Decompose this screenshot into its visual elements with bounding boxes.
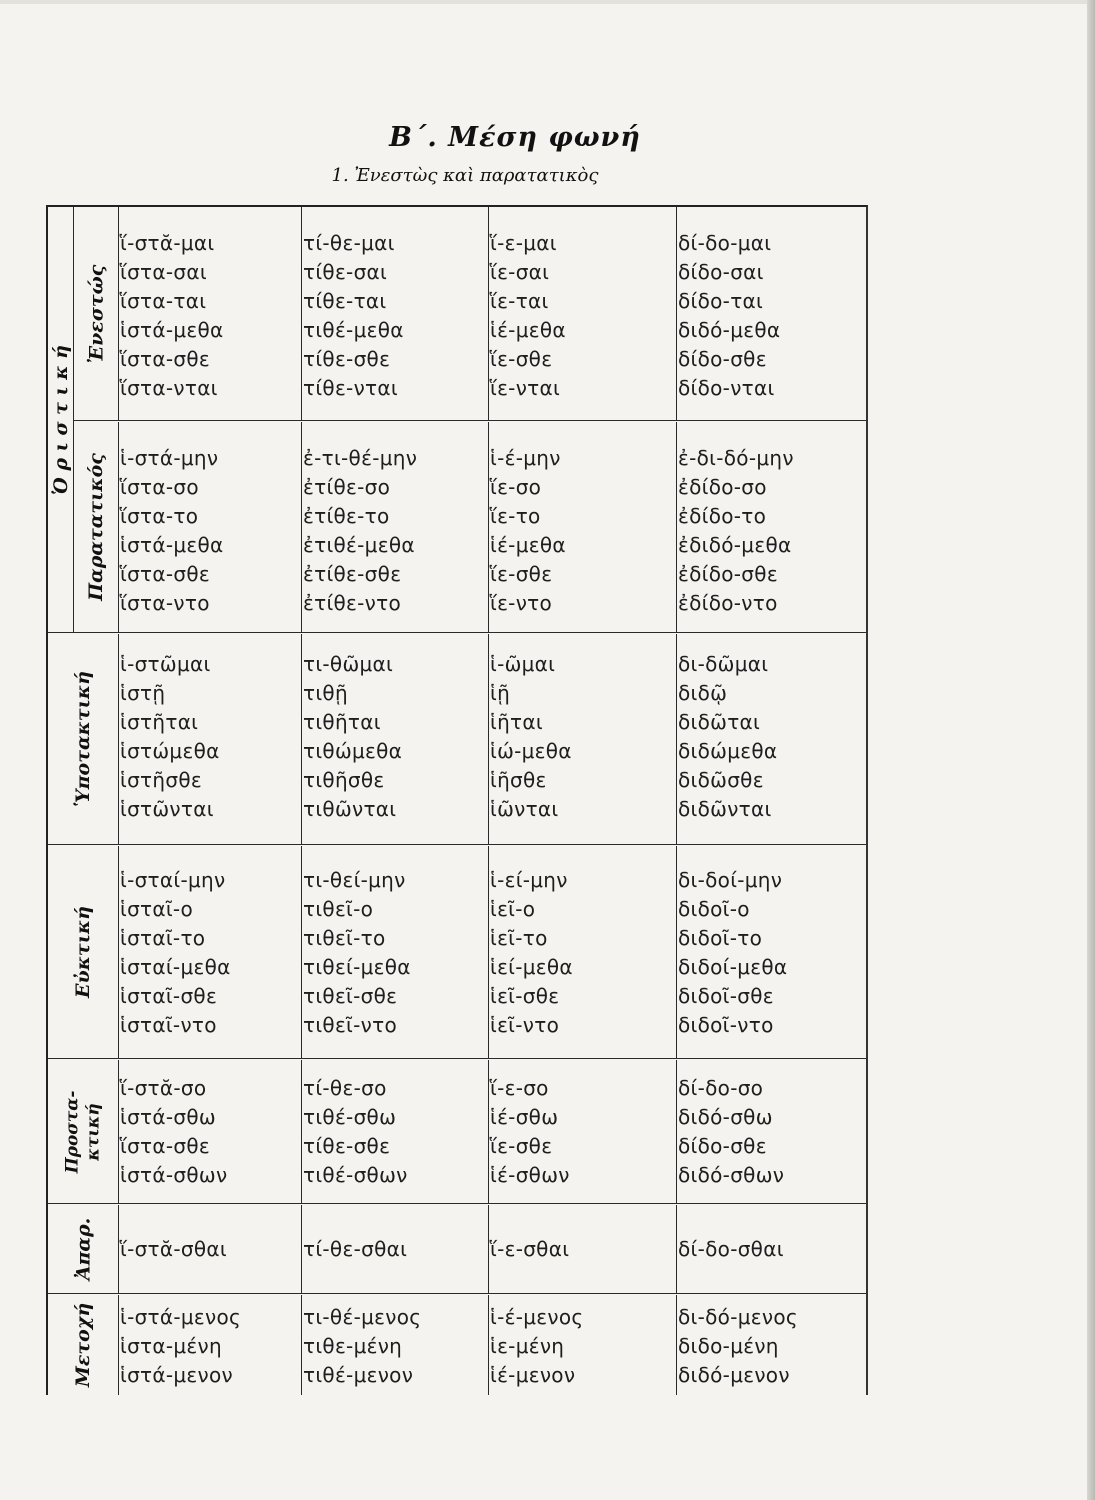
participle-col-histemi: ἱ-στά-μενος ἱστα-μένη ἱστά-μενον <box>120 1305 242 1387</box>
imperfect-col-histemi: ἱ-στά-μην ἵστα-σο ἵστα-το ἱστά-μεθα ἵστα-σθε ἵστα-ντο <box>120 446 224 615</box>
subjunctive-col-didomi: δι-δῶμαι διδῷ διδῶται διδώμεθα διδῶσθε διδῶνται <box>678 652 778 821</box>
subjunctive-col-hiemi: ἱ-ῶμαι ἱῇ ἱῆται ἱώ-μεθα ἱῆσθε ἱῶνται <box>490 652 572 821</box>
page-binding-edge <box>1087 0 1095 1500</box>
mood-label-participle: Μετοχή <box>72 1302 95 1388</box>
imperative-col-didomi: δί-δο-σο διδό-σθω δίδο-σθε διδό-σθων <box>678 1076 785 1187</box>
subjunctive-col-tithemi: τι-θῶμαι τιθῇ τιθῆται τιθώμεθα τιθῆσθε τιθῶνται <box>303 652 403 821</box>
mood-label-imperative: Προστα-κτική <box>62 1090 104 1173</box>
tense-label-imperfect: Παρατατικός <box>85 453 108 601</box>
infinitive-didomi: δί-δο-σθαι <box>678 1236 784 1261</box>
tense-label-present: Ἐνεστώς <box>85 264 107 363</box>
row-present <box>48 207 866 420</box>
optative-col-didomi: δι-δοί-μην διδοῖ-ο διδοῖ-το διδοί-μεθα διδοῖ-σθε διδοῖ-ντο <box>678 868 788 1037</box>
imperfect-col-hiemi: ἱ-έ-μην ἵε-σο ἵε-το ἱέ-μεθα ἵε-σθε ἵε-ντο <box>490 446 566 615</box>
page-title: Β΄. Μέση φωνή <box>389 122 641 153</box>
infinitive-hiemi: ἵ-ε-σθαι <box>490 1236 570 1261</box>
mood-label-indicative: Ὁ ρ ι σ τ ι κ ή <box>49 344 72 495</box>
present-col-didomi: δί-δο-μαι δίδο-σαι δίδο-ται διδό-μεθα δίδο-σθε δίδο-νται <box>678 231 781 400</box>
infinitive-histemi: ἵ-στᾰ-σθαι <box>120 1236 227 1261</box>
imperative-col-tithemi: τί-θε-σο τιθέ-σθω τίθε-σθε τιθέ-σθων <box>303 1076 408 1187</box>
optative-col-hiemi: ἱ-εί-μην ἱεῖ-ο ἱεῖ-το ἱεί-μεθα ἱεῖ-σθε ἱεῖ-ντο <box>490 868 573 1037</box>
participle-col-didomi: δι-δό-μενος διδο-μένη διδό-μενον <box>678 1305 798 1387</box>
present-col-tithemi: τί-θε-μαι τίθε-σαι τίθε-ται τιθέ-μεθα τίθε-σθε τίθε-νται <box>303 231 404 400</box>
row-participle <box>48 1295 866 1395</box>
optative-col-tithemi: τι-θεί-μην τιθεῖ-ο τιθεῖ-το τιθεί-μεθα τιθεῖ-σθε τιθεῖ-ντο <box>303 868 411 1037</box>
mood-label-infinitive: Ἀπαρ. <box>72 1217 94 1281</box>
row-subjunctive <box>48 634 866 845</box>
section-subtitle: 1. Ἐνεστὼς καὶ παρατατικὸς <box>331 165 599 186</box>
row-infinitive <box>48 1205 866 1294</box>
optative-col-histemi: ἱ-σταί-μην ἱσταῖ-ο ἱσταῖ-το ἱσταί-μεθα ἱσταῖ-σθε ἱσταῖ-ντο <box>120 868 231 1037</box>
imperative-col-hiemi: ἵ-ε-σο ἱέ-σθω ἵε-σθε ἱέ-σθων <box>490 1076 570 1187</box>
mood-label-optative: Εὐκτική <box>72 906 95 998</box>
row-optative <box>48 846 866 1059</box>
row-imperative <box>48 1060 866 1204</box>
subjunctive-col-histemi: ἱ-στῶμαι ἱστῇ ἱστῆται ἱστώμεθα ἱστῆσθε ἱστῶνται <box>120 652 220 821</box>
conjugation-table <box>46 205 868 1395</box>
infinitive-tithemi: τί-θε-σθαι <box>303 1236 408 1261</box>
imperfect-col-didomi: ἐ-δι-δό-μην ἐδίδο-σο ἐδίδο-το ἐδιδό-μεθα ἐδίδο-σθε ἐδίδο-ντο <box>678 446 794 615</box>
participle-col-hiemi: ἱ-έ-μενος ἱε-μένη ἱέ-μενον <box>490 1305 584 1387</box>
imperative-col-histemi: ἵ-στᾰ-σο ἱστά-σθω ἵστα-σθε ἱστά-σθων <box>120 1076 228 1187</box>
present-col-hiemi: ἵ-ε-μαι ἵε-σαι ἵε-ται ἱέ-μεθα ἵε-σθε ἵε-νται <box>490 231 566 400</box>
imperfect-col-tithemi: ἐ-τι-θέ-μην ἐτίθε-σο ἐτίθε-το ἐτιθέ-μεθα ἐτίθε-σθε ἐτίθε-ντο <box>303 446 418 615</box>
participle-col-tithemi: τι-θέ-μενος τιθε-μένη τιθέ-μενον <box>303 1305 422 1387</box>
present-col-histemi: ἵ-στᾰ-μαι ἵστα-σαι ἵστα-ται ἱστά-μεθα ἵστα-σθε ἵστα-νται <box>120 231 224 400</box>
row-imperfect <box>48 422 866 633</box>
page-edge <box>0 0 1095 4</box>
mood-label-subjunctive: Ὑποτακτική <box>72 671 94 807</box>
